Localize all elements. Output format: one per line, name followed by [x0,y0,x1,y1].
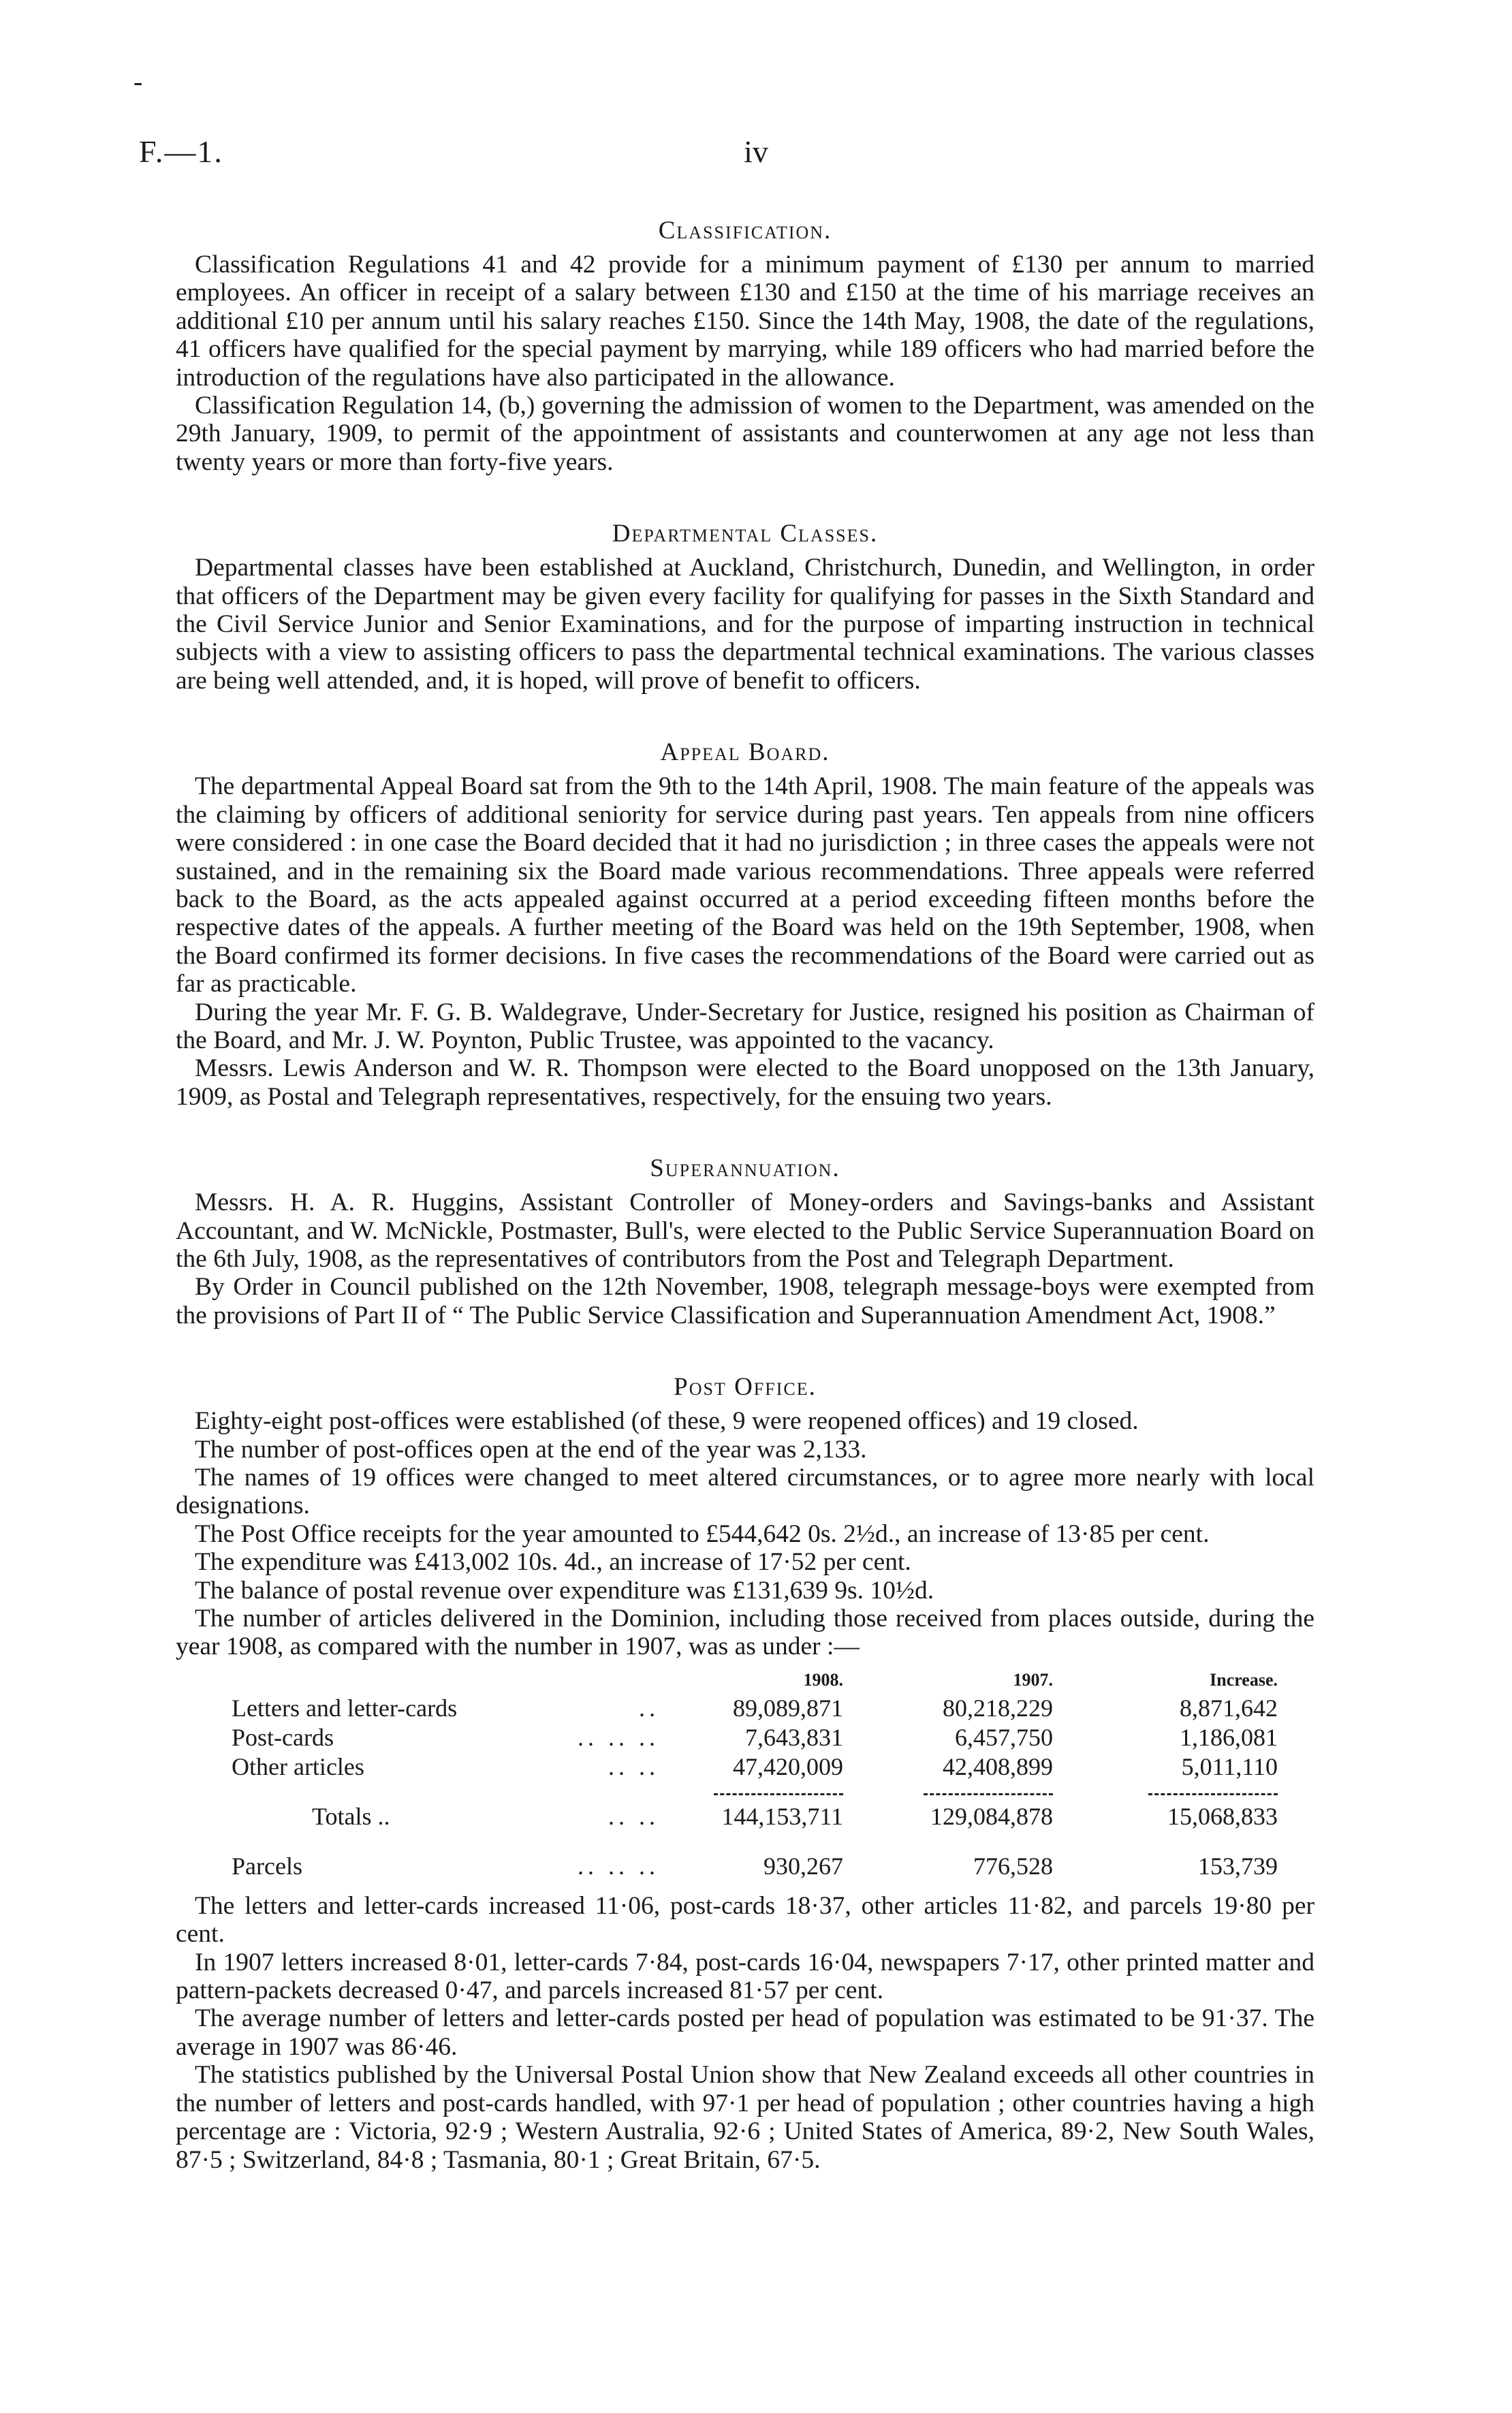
paragraph: The average number of letters and letter-cards posted per head of population was estimated to be 91·37. The average in 1907 was 86·46. [176,2004,1314,2061]
table-totals-row [176,1802,1278,1831]
leader-dots: .. .. [608,1802,659,1830]
section-heading-superannuation: Superannuation. [650,1154,840,1183]
parcels-label: Parcels [232,1852,302,1880]
leader-dots: .. [639,1694,659,1722]
leader-dots: .. .. [608,1752,659,1780]
dashed-rule [1148,1793,1278,1795]
cell-1907: 776,528 [973,1852,1053,1880]
row-label: Other articles [232,1752,364,1780]
paragraph: In 1907 letters increased 8·01, letter-cards 7·84, post-cards 16·04, newspapers 7·17, other printed matter and pattern-packets decreased 0·47, and parcels increased 81·57 per cent. [176,1948,1314,2005]
paragraph: The names of 19 offices were changed to meet altered circumstances, or to agree more nearly with local designations. [176,1464,1314,1520]
paragraph: The number of articles delivered in the Dominion, including those received from places outside, during the year 1908, as compared with the number in 1907, was as under :— [176,1605,1314,1661]
cell-1908: 89,089,871 [733,1694,843,1722]
dashed-rule [924,1793,1053,1795]
section-heading-post-office: Post Office. [674,1373,817,1402]
paragraph: The Post Office receipts for the year amounted to £544,642 0s. 2½d., an increase of 13·85 per cent. [195,1519,1210,1548]
cell-increase: 5,011,110 [1181,1752,1278,1780]
paragraph: The statistics published by the Universal Postal Union show that New Zealand exceeds all other countries in the number of letters and post-cards handled, with 97·1 per head of population ; other countries having a high percentage are : Victoria, 92·9 ; Western Australia, 92·6 ; United States of America, 89·2, New South Wales, 87·5 ; Switzerland, 84·8 ; Tasmania, 80·1 ; Great Britain, 67·5. [176,2061,1314,2174]
table-header-spacer [176,1667,680,1694]
page-mark: - [133,66,143,97]
cell-1907: 42,408,899 [943,1752,1053,1780]
paragraph: Classification Regulations 41 and 42 provide for a minimum payment of £130 per annum to married employees. An officer in receipt of a salary between £130 and £150 at the time of his marriage receives an additional £10 per annum until his salary reaches £150. Since the 14th May, 1908, the date of the regulations, 41 officers have qualified for the special payment by marrying, while 189 officers who had married before the introduction of the regulations have also participated in the allowance. [176,251,1314,392]
table-row [176,1752,1278,1782]
cell-increase: 15,068,833 [1167,1802,1278,1830]
paragraph: Eighty-eight post-offices were established (of these, 9 were reopened offices) and 19 closed. [195,1407,1139,1436]
row-label: Post-cards [232,1723,334,1751]
table-spacer-row [176,1831,1278,1852]
cell-increase: 8,871,642 [1180,1694,1278,1722]
table-header-1907: 1907. [1013,1669,1053,1690]
cell-increase: 1,186,081 [1180,1723,1278,1751]
paragraph: Departmental classes have been established at Auckland, Christchurch, Dunedin, and Wellington, in order that officers of the Department may be given every facility for qualifying for passes in the Sixth Standard and the Civil Service Junior and Senior Examinations, and for the purpose of imparting instruction in technical subjects with a view to assisting officers to pass the departmental technical examinations. The various classes are being well attended, and, it is hoped, will prove of benefit to officers. [176,554,1314,695]
table-header-row [176,1667,1278,1694]
leader-dots: .. .. .. [578,1852,659,1880]
page-body [176,217,1314,2174]
dashed-rule [714,1793,843,1795]
cell-1908: 7,643,831 [745,1723,843,1751]
section-heading-departmental-classes: Departmental Classes. [612,520,879,548]
paragraph: Messrs. H. A. R. Huggins, Assistant Controller of Money-orders and Savings-banks and Assistant Accountant, and W. McNickle, Postmaster, Bull's, were elected to the Public Service Superannuation Board on the 6th July, 1908, as the representatives of contributors from the Post and Telegraph Department. [176,1188,1314,1273]
cell-1907: 129,084,878 [930,1802,1053,1830]
paragraph: The letters and letter-cards increased 11·06, post-cards 18·37, other articles 11·82, and parcels 19·80 per cent. [176,1891,1314,1949]
section-heading-appeal-board: Appeal Board. [660,738,830,767]
articles-delivered-table [176,1667,1278,1881]
paragraph: By Order in Council published on the 12th November, 1908, telegraph message-boys were exempted from the provisions of Part II of “ The Public Service Classification and Superannuation Amendment Act, 1908.” [176,1273,1314,1329]
table-header-1908: 1908. [803,1669,843,1690]
table-parcels-row [176,1852,1278,1881]
cell-increase: 153,739 [1198,1852,1278,1880]
table-row [176,1723,1278,1752]
cell-1907: 80,218,229 [943,1694,1053,1722]
page-number: iv [744,134,768,169]
cell-1908: 930,267 [763,1852,843,1880]
paragraph: The number of post-offices open at the end of the year was 2,133. [195,1435,867,1464]
paragraph: Messrs. Lewis Anderson and W. R. Thompson were elected to the Board unopposed on the 13th January, 1909, as Postal and Telegraph representatives, respectively, for the ensuing two years. [176,1054,1314,1111]
table-row [176,1694,1278,1723]
totals-label: Totals .. [312,1802,390,1830]
row-label: Letters and letter-cards [232,1694,458,1722]
section-heading-classification: Classification. [658,217,832,245]
paragraph: The departmental Appeal Board sat from the 9th to the 14th April, 1908. The main feature of the appeals was the claiming by officers of additional seniority for service during past years. Ten appeals from nine officers were considered : in one case the Board decided that it had no jurisdiction ; in three cases the appeals were not sustained, and in the remaining six the Board made various recommendations. Three appeals were referred back to the Board, as the acts appealed against occurred at a period exceeding fifteen months before the respective dates of the appeals. A further meeting of the Board was held on the 19th September, 1908, when the Board confirmed its former decisions. In five cases the recommendations of the Board were carried out as far as practicable. [176,772,1314,998]
table-rule-row [176,1782,1278,1802]
cell-1908: 47,420,009 [733,1752,843,1780]
table-header-increase: Increase. [1210,1669,1278,1690]
paragraph: Classification Regulation 14, (b,) governing the admission of women to the Department, was amended on the 29th January, 1909, to permit of the appointment of assistants and counterwomen at any age not less than twenty years or more than forty-five years. [176,392,1314,476]
paragraph: The expenditure was £413,002 10s. 4d., an increase of 17·52 per cent. [195,1548,911,1577]
cell-1907: 6,457,750 [955,1723,1053,1751]
paragraph: During the year Mr. F. G. B. Waldegrave, Under-Secretary for Justice, resigned his position as Chairman of the Board, and Mr. J. W. Poynton, Public Trustee, was appointed to the vacancy. [176,998,1314,1054]
cell-1908: 144,153,711 [721,1802,843,1830]
leader-dots: .. .. .. [578,1723,659,1751]
paragraph: The balance of postal revenue over expenditure was £131,639 9s. 10½d. [195,1576,934,1605]
series-label: F.—1. [139,134,223,169]
